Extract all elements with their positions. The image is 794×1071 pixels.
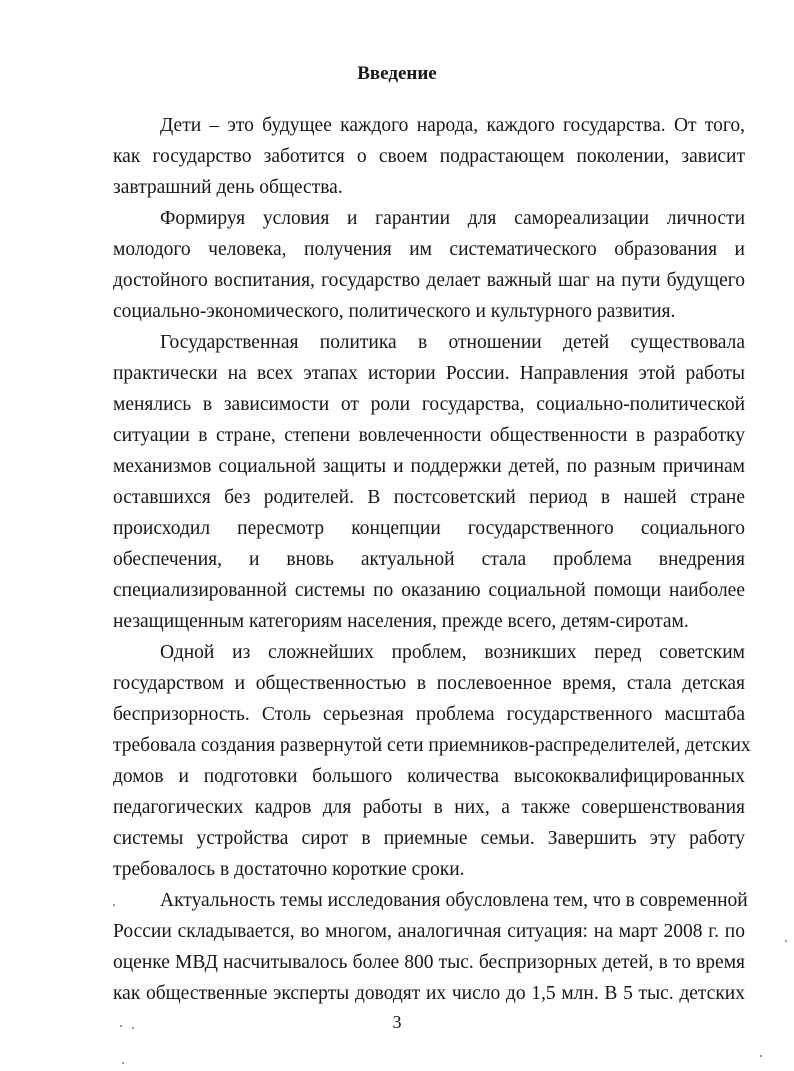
text-line: специализированной системы по оказанию социальной помощи наиболее (113, 580, 745, 601)
document-body (113, 110, 751, 1009)
text-line: государством и общественностью в послевоенное время, стала детская (113, 673, 745, 694)
text-line: Одной из сложнейших проблем, возникших перед советским (160, 642, 745, 663)
paragraph (113, 885, 748, 1009)
scan-speck (113, 904, 115, 906)
text-line: оценке МВД насчитывалось более 800 тыс. беспризорных детей, в то время (113, 952, 745, 973)
text-line: Государственная политика в отношении детей существовала (160, 332, 745, 353)
text-line: Дети – это будущее каждого народа, каждого государства. От того, (160, 115, 745, 136)
scan-speck (760, 1055, 762, 1057)
text-line: достойного воспитания, государство делает важный шаг на пути будущего (113, 270, 745, 291)
scan-speck (132, 1027, 134, 1029)
text-line: России складывается, во многом, аналогичная ситуация: на март 2008 г. по (113, 921, 745, 942)
text-line: системы устройства сирот в приемные семьи. Завершить эту работу (113, 828, 745, 849)
text-line: как общественные эксперты доводят их число до 1,5 млн. В 5 тыс. детских (113, 983, 745, 1004)
scan-speck (122, 1062, 124, 1064)
text-line: незащищенным категориям населения, прежде всего, детям-сиротам. (113, 611, 689, 632)
text-line: практически на всех этапах истории России. Направления этой работы (113, 363, 745, 384)
text-line: завтрашний день общества. (113, 177, 343, 198)
text-line: происходил пересмотр концепции государственного социального (113, 518, 745, 539)
text-line: обеспечения, и вновь актуальной стала проблема внедрения (113, 549, 745, 570)
text-line: менялись в зависимости от роли государства, социально-политической (113, 394, 745, 415)
text-line: домов и подготовки большого количества высококвалифицированных (113, 766, 745, 787)
text-line: требовала создания развернутой сети приемников-распределителей, детских (113, 735, 751, 756)
paragraph (113, 327, 745, 637)
text-line: социально-экономического, политического и культурного развития. (113, 301, 676, 322)
scan-speck (785, 940, 787, 942)
text-line: оставшихся без родителей. В постсоветский период в нашей стране (113, 487, 745, 508)
paragraph (113, 110, 745, 203)
paragraph (113, 203, 745, 327)
text-line: молодого человека, получения им систематического образования и (113, 239, 745, 260)
text-line: ситуации в стране, степени вовлеченности общественности в разработку (113, 425, 745, 446)
page-number: 3 (392, 1012, 402, 1032)
text-line: требовалось в достаточно короткие сроки. (113, 859, 465, 880)
text-line: беспризорность. Столь серьезная проблема государственного масштаба (113, 704, 745, 725)
paragraph (113, 637, 751, 885)
text-line: Формируя условия и гарантии для самореализации личности (160, 208, 745, 229)
text-line: Актуальность темы исследования обусловлена тем, что в современной (160, 890, 748, 911)
text-line: педагогических кадров для работы в них, а также совершенствования (113, 797, 745, 818)
page-title: Введение (357, 63, 437, 84)
text-line: механизмов социальной защиты и поддержки детей, по разным причинам (113, 456, 745, 477)
text-line: как государство заботится о своем подрастающем поколении, зависит (113, 146, 745, 167)
scan-speck (120, 1025, 122, 1027)
